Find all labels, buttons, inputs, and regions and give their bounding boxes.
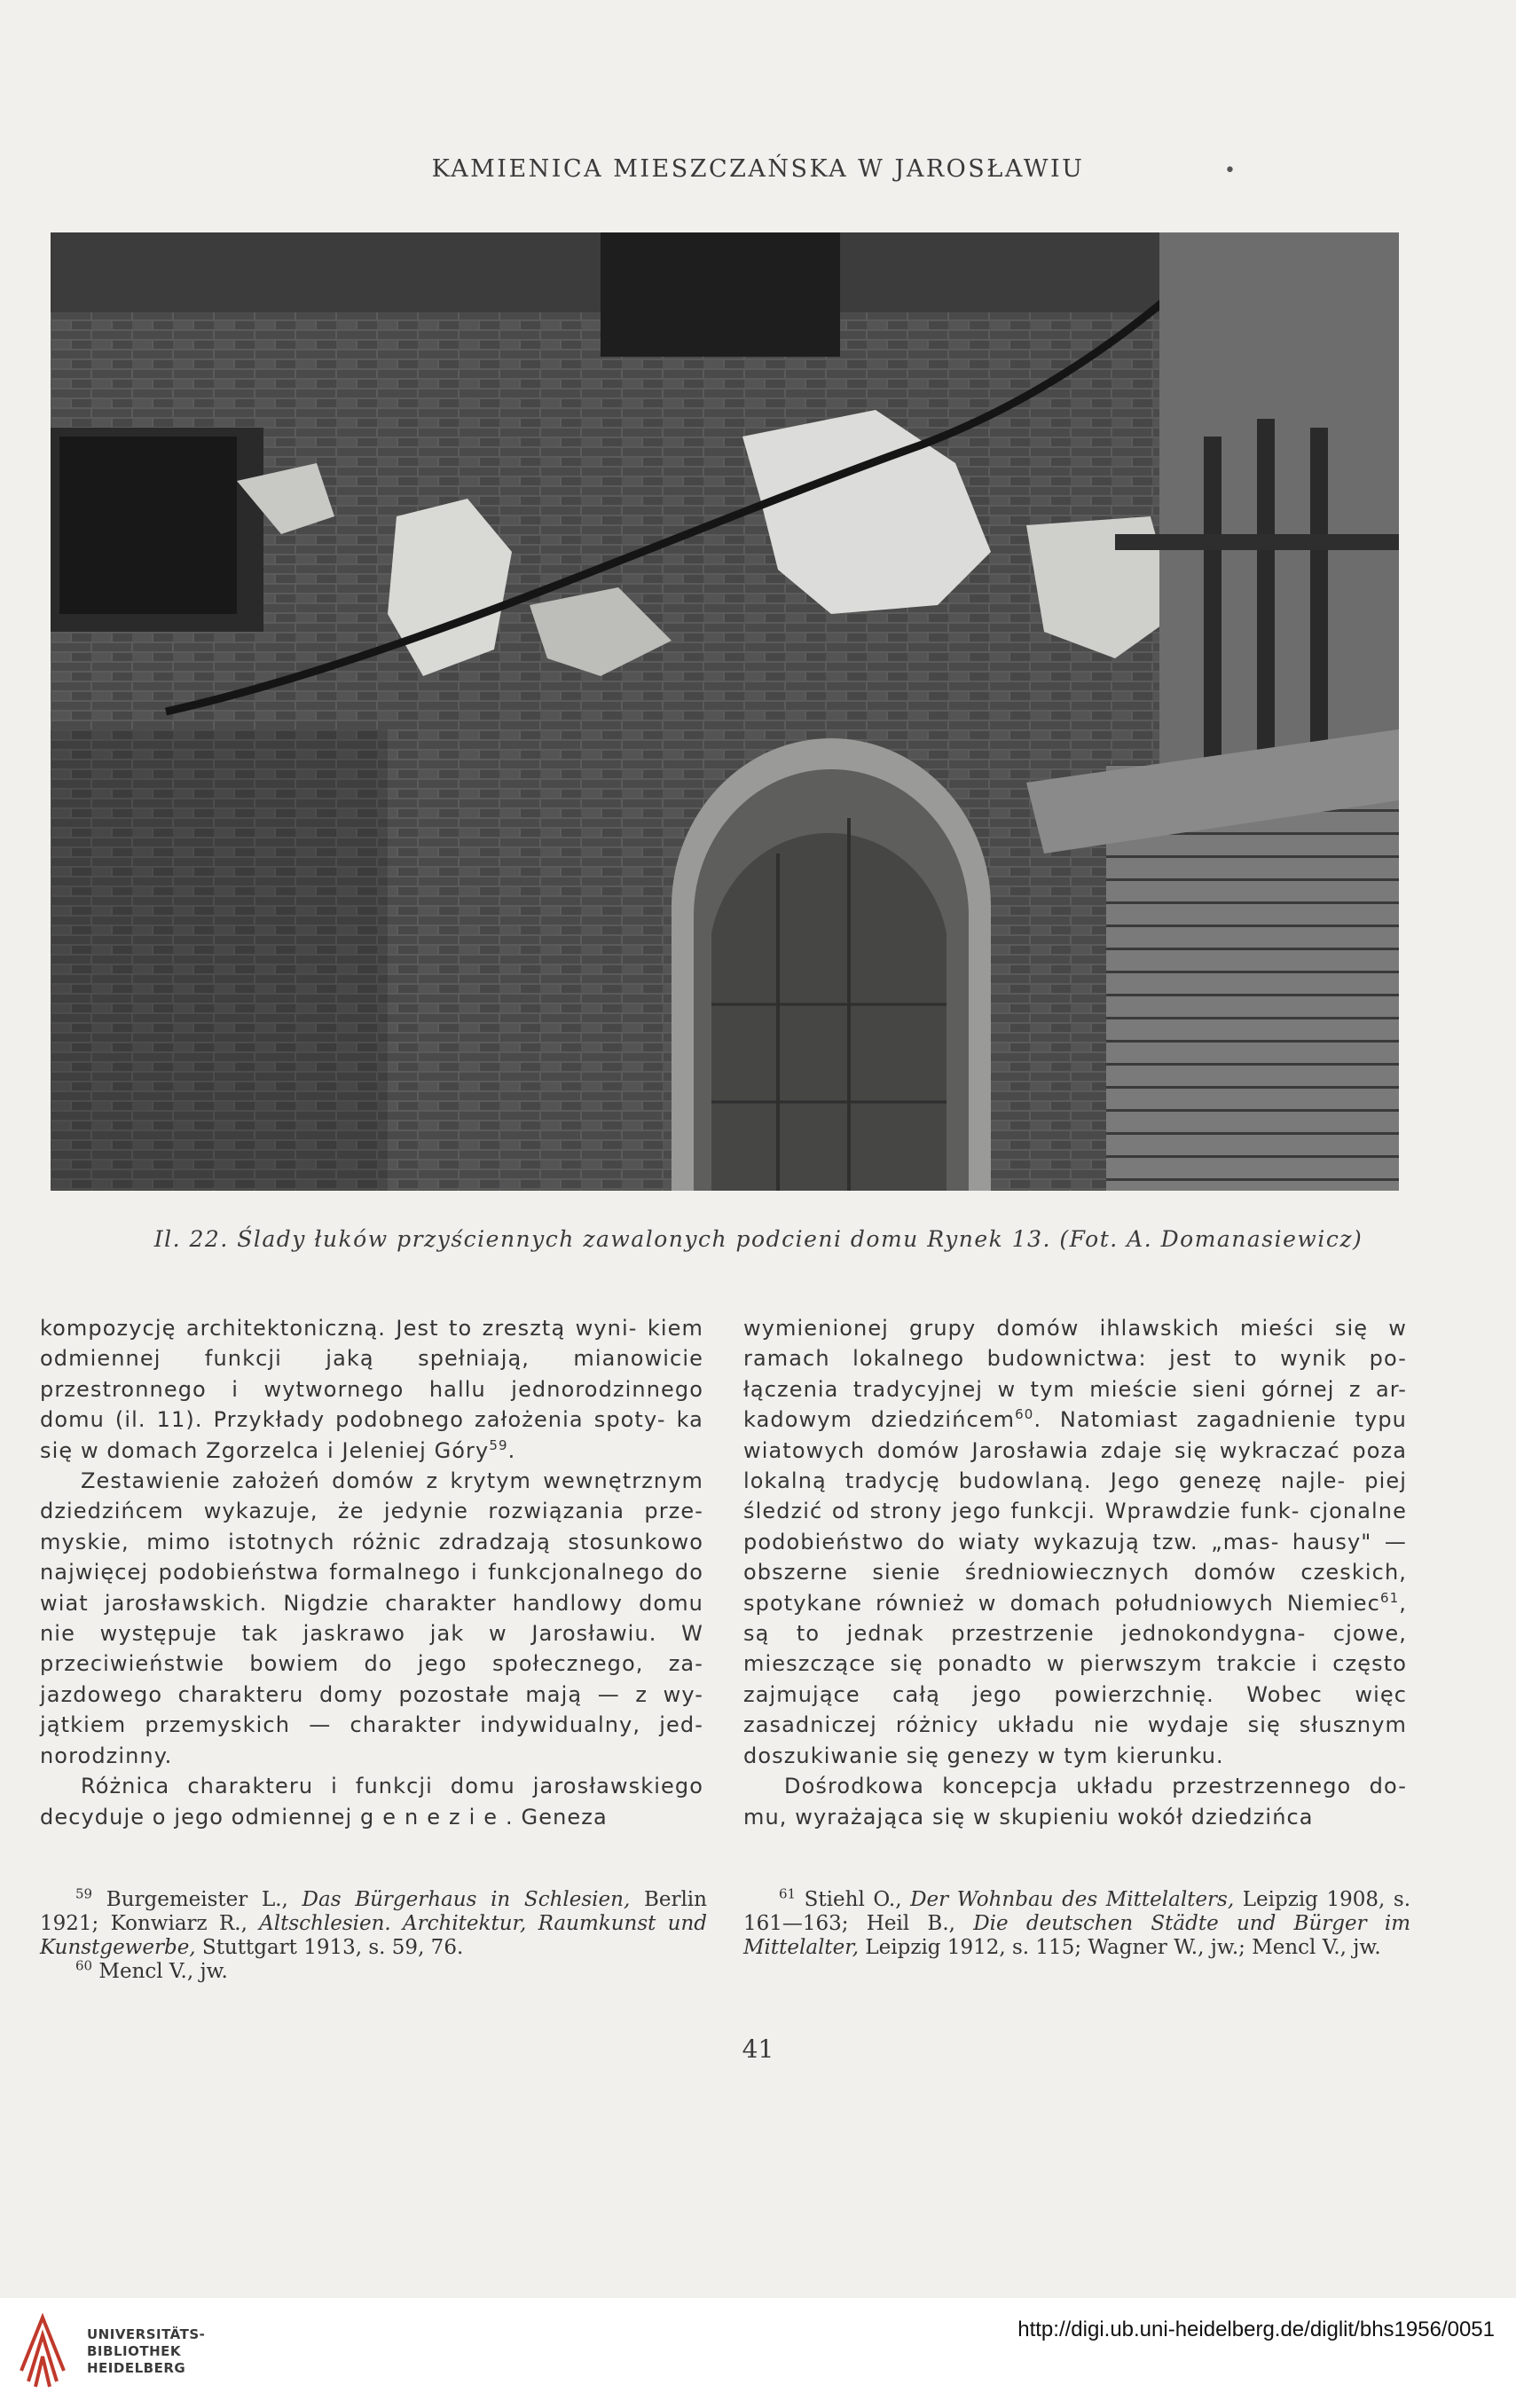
footnote-61: $^{61}$ Stiehl O., Der Wohnbau des Mittelalters, Leipzig 1908, s. 161—163; Heil B., Die deutschen Städte und Bürger im Mittelalter, Leipzig 1912, s. 115; Wagner W., jw.; Mencl V., jw.	[743, 1885, 1411, 1959]
page-number: 41	[742, 2034, 774, 2064]
paragraph: Różnica charakteru i funkcji domu jarosławskiego decyduje o jego odmiennej genezie. Geneza	[40, 1774, 703, 1830]
source-url-link[interactable]: http://digi.ub.uni-heidelberg.de/diglit/bhs1956/0051	[1017, 2318, 1495, 2341]
paragraph: Dośrodkowa koncepcja układu przestrzennego do- mu, wyrażająca się w skupieniu wokół dziedzińca	[743, 1774, 1407, 1830]
library-logo-icon	[16, 2309, 69, 2388]
footnotes-right	[743, 1885, 1411, 1960]
footer-bar	[0, 2298, 1516, 2408]
figure-caption: Il. 22. Ślady łuków przyściennych zawalonych podcieni domu Rynek 13. (Fot. A. Domanasiewicz)	[153, 1226, 1363, 1252]
spaced-emphasis: genezie	[360, 1804, 507, 1830]
photograph-brick-wall-arch	[51, 232, 1399, 1191]
footnote-ref: 61	[1379, 1589, 1400, 1606]
footnote-ref: 59	[489, 1436, 508, 1453]
footnote-ref: 60	[1015, 1406, 1034, 1423]
footnotes-left	[40, 1885, 708, 1984]
running-head: KAMIENICA MIESZCZAŃSKA W JAROSŁAWIU	[431, 155, 1085, 183]
footnote-60: $^{60}$ Mencl V., jw.	[75, 1957, 228, 1983]
paragraph: Zestawienie założeń domów z krytym wewnętrznym dziedzińcem wykazuje, że jedynie rozwiązania prze- myskie, mimo istotnych różnic zdradzają stosunkowo najwięcej podobieństwa formalnego i funkcjonalnego do wiat jarosławskich. Nigdzie charakter handlowy domu nie występuje tak jaskrawo jak w Jarosławiu. W przeciwieństwie bowiem do jego społecznego, za- jazdowego charakteru domy pozostałe mają — z wy- jątkiem przemyskich — charakter indywidualny, jed- norodzinny.	[40, 1468, 703, 1768]
paragraph: kompozycję architektoniczną. Jest to zresztą wyni- kiem odmiennej funkcji jaką spełniają, mianowicie przestronnego i wytwornego hallu jednorodzinnego domu (il. 11). Przykłady podobnego założenia spoty- ka się w domach Zgorzelca i Jeleniej Góry$^{59}$.	[40, 1316, 703, 1463]
library-name: UNIVERSITÄTS- BIBLIOTHEK HEIDELBERG	[87, 2326, 206, 2376]
footnote-59: $^{59}$ Burgemeister L., Das Bürgerhaus in Schlesien, Berlin 1921; Konwiarz R., Altschlesien. Architektur, Raumkunst und Kunstgewerbe, Stuttgart 1913, s. 59, 76.	[40, 1885, 708, 1959]
corner-mark: •	[1224, 160, 1236, 182]
right-column	[743, 1313, 1407, 1832]
left-column	[40, 1313, 703, 1832]
paragraph: wymienionej grupy domów ihlawskich mieści się w ramach lokalnego budownictwa: jest to wynik po- łączenia tradycyjnej w tym mieście sieni górnej z ar- kadowym dziedzińcem$^{60}$. Natomiast zagadnienie typu wiatowych domów Jarosławia zdaje się wykraczać poza lokalną tradycję budowlaną. Jego genezę najle- piej śledzić od strony jego funkcji. Wprawdzie funk- cjonalne podobieństwo do wiaty wykazują tzw. „mas- hausy" — obszerne sienie średniowiecznych domów czeskich, spotykane również w domach południowych Niemiec$^{61}$, są to jednak przestrzenie jednokondygna- cjowe, mieszczące się ponadto w pierwszym trakcie i często zajmujące całą jego powierzchnię. Wobec więc zasadniczej różnicy układu nie wydaje się słusznym doszukiwanie się genezy w tym kierunku.	[743, 1316, 1407, 1768]
